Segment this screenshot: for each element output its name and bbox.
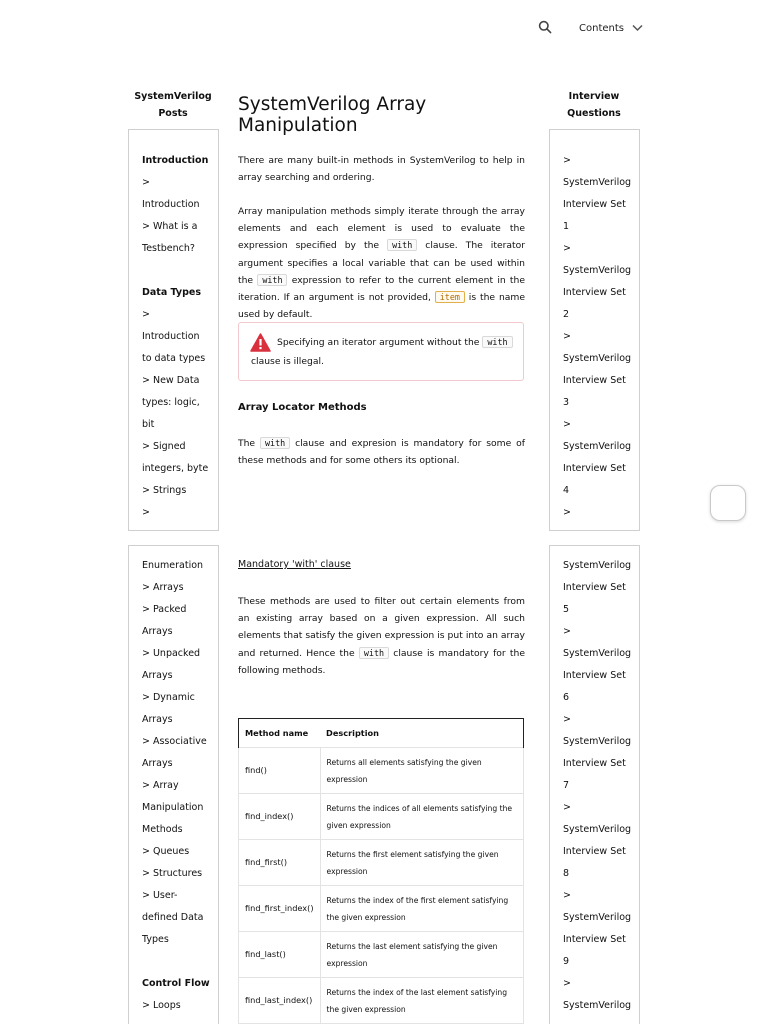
sidebar-item[interactable]: defined Data: [142, 912, 204, 923]
sidebar-item[interactable]: SystemVerilog: [563, 1000, 632, 1011]
method-table: [238, 718, 524, 1024]
sidebar-item[interactable]: integers, byte: [142, 463, 209, 474]
sidebar-item[interactable]: SystemVerilog: [563, 824, 632, 835]
method-description-cell: Returns the indices of all elements satisfying the given expression: [320, 794, 523, 840]
table-row: [239, 978, 524, 1024]
warning-text: [251, 333, 513, 371]
sidebar-item[interactable]: SystemVerilog: [563, 265, 632, 276]
search-icon: [538, 20, 552, 34]
warning-callout: [238, 322, 524, 381]
sidebar-item[interactable]: >: [142, 507, 150, 518]
warning-text-b: clause is illegal.: [251, 356, 324, 367]
section-heading-locator-methods: Array Locator Methods: [238, 402, 367, 413]
with-keyword-code: with: [260, 437, 290, 449]
warning-text-a: Specifying an iterator argument without the: [277, 337, 480, 348]
sidebar-item[interactable]: 7: [563, 780, 570, 791]
method-name-cell: find_last(): [239, 932, 321, 978]
with-keyword-code: with: [257, 274, 287, 286]
sidebar-item[interactable]: to data types: [142, 353, 206, 364]
sidebar-item[interactable]: >: [563, 331, 571, 342]
sidebar-item[interactable]: 5: [563, 604, 570, 615]
sidebar-item[interactable]: Enumeration: [142, 560, 204, 571]
table-row: [239, 886, 524, 932]
sidebar-item[interactable]: > Unpacked: [142, 648, 201, 659]
sidebar-item[interactable]: >: [563, 243, 571, 254]
right-sidebar-list-2: [563, 555, 631, 1017]
method-name-cell: find(): [239, 748, 321, 794]
mandatory-with-clause-link[interactable]: Mandatory 'with' clause: [238, 559, 351, 570]
header-method-name: Method name: [239, 719, 321, 748]
sidebar-item[interactable]: > Arrays: [142, 582, 184, 593]
sidebar-item[interactable]: Testbench?: [142, 243, 195, 254]
sidebar-item[interactable]: > New Data: [142, 375, 200, 386]
with-keyword-code: with: [387, 239, 417, 251]
intro-paragraph: There are many built-in methods in SystemVerilog to help in array searching and ordering.: [238, 155, 525, 184]
para4-text-a: These methods are used to filter out certain elements from an existing array based on a given expression. All such elements that satisfy the given expression is put into an array and returned. Hence the: [238, 596, 525, 659]
method-description-cell: Returns the index of the first element satisfying the given expression: [320, 886, 523, 932]
sidebar-item[interactable]: Interview Set: [563, 670, 626, 681]
sidebar-item[interactable]: [142, 260, 208, 282]
sidebar-item[interactable]: Arrays: [142, 626, 173, 637]
sidebar-item[interactable]: > Packed: [142, 604, 187, 615]
sidebar-item[interactable]: >: [563, 802, 571, 813]
sidebar-item[interactable]: bit: [142, 419, 155, 430]
sidebar-item[interactable]: Introduction: [142, 155, 209, 166]
para2-text-a: Array manipulation methods simply iterate through the array elements and each element is used to evaluate the expression specified by the: [238, 206, 525, 252]
sidebar-item[interactable]: > Structures: [142, 868, 203, 879]
method-name-cell: find_index(): [239, 794, 321, 840]
sidebar-item[interactable]: 9: [563, 956, 570, 967]
sidebar-item[interactable]: > User-: [142, 890, 178, 901]
left-heading-line2: Posts: [158, 108, 188, 119]
sidebar-item[interactable]: SystemVerilog: [563, 560, 632, 571]
sidebar-item[interactable]: Data Types: [142, 287, 201, 298]
sidebar-item[interactable]: >: [563, 419, 571, 430]
sidebar-item[interactable]: Introduction: [142, 199, 200, 210]
sidebar-item[interactable]: 2: [563, 309, 570, 320]
left-sidebar-list-1: [142, 150, 208, 524]
sidebar-item[interactable]: > Signed: [142, 441, 186, 452]
sidebar-item[interactable]: >: [142, 309, 150, 320]
sidebar-item[interactable]: 8: [563, 868, 570, 879]
sidebar-item[interactable]: >: [563, 714, 571, 725]
sidebar-item[interactable]: SystemVerilog: [563, 177, 632, 188]
right-sidebar-heading: [549, 88, 639, 122]
iterator-paragraph: [238, 203, 525, 323]
sidebar-item[interactable]: Interview Set: [563, 463, 626, 474]
contents-label: Contents: [579, 22, 624, 34]
sidebar-item[interactable]: Types: [142, 934, 169, 945]
para3-text-a: The: [238, 438, 256, 449]
sidebar-item[interactable]: Arrays: [142, 670, 173, 681]
sidebar-item[interactable]: Arrays: [142, 714, 173, 725]
sidebar-item[interactable]: SystemVerilog: [563, 441, 632, 452]
sidebar-item[interactable]: SystemVerilog: [563, 353, 632, 364]
header-description: Description: [320, 719, 523, 748]
item-keyword-code: item: [435, 291, 465, 303]
sidebar-item[interactable]: Manipulation: [142, 802, 204, 813]
right-heading-line1: Interview: [568, 91, 620, 102]
mandatory-paragraph: [238, 593, 525, 679]
left-heading-line1: SystemVerilog: [134, 91, 212, 102]
search-button[interactable]: [538, 19, 556, 37]
sidebar-item[interactable]: Arrays: [142, 758, 173, 769]
sidebar-item[interactable]: >: [563, 890, 571, 901]
sidebar-item[interactable]: Interview Set: [563, 199, 626, 210]
sidebar-item[interactable]: >: [563, 978, 571, 989]
sidebar-item[interactable]: > Dynamic: [142, 692, 195, 703]
sidebar-item[interactable]: >: [142, 177, 150, 188]
sidebar-item[interactable]: types: logic,: [142, 397, 200, 408]
sidebar-item[interactable]: 6: [563, 692, 570, 703]
para4-text-b: clause is mandatory for the following methods.: [238, 647, 526, 676]
sidebar-item[interactable]: > Array: [142, 780, 179, 791]
method-description-cell: Returns the index of the last element satisfying the given expression: [320, 978, 523, 1024]
table-header-row: [239, 719, 524, 748]
sidebar-item[interactable]: [142, 951, 210, 973]
para2-text-d: is the name used by default.: [238, 292, 525, 321]
sidebar-item[interactable]: Introduction: [142, 331, 200, 342]
right-heading-line2: Questions: [567, 108, 621, 119]
locator-paragraph: [238, 435, 525, 469]
with-keyword-code: with: [482, 336, 512, 348]
sidebar-item[interactable]: SystemVerilog: [563, 912, 632, 923]
method-name-cell: find_last_index(): [239, 978, 321, 1024]
sidebar-item[interactable]: > Associative: [142, 736, 207, 747]
method-description-cell: Returns all elements satisfying the given expression: [320, 748, 523, 794]
sidebar-item[interactable]: Interview Set: [563, 846, 626, 857]
method-description-cell: Returns the last element satisfying the given expression: [320, 932, 523, 978]
top-bar: [0, 0, 768, 56]
table-row: [239, 840, 524, 886]
left-sidebar-list-2: [142, 555, 210, 1017]
para2-text-b: clause. The iterator argument specifies a local variable that can be used within the: [238, 240, 526, 286]
page-title: SystemVerilog Array Manipulation: [238, 94, 427, 136]
sidebar-item[interactable]: 4: [563, 485, 570, 496]
sidebar-item[interactable]: SystemVerilog: [563, 736, 632, 747]
left-sidebar-heading: [128, 88, 218, 122]
para2-text-c: expression to refer to the current element in the iteration. If an argument is not provided,: [238, 274, 525, 304]
sidebar-item[interactable]: SystemVerilog: [563, 648, 632, 659]
chevron-down-icon: [632, 24, 643, 32]
sidebar-item[interactable]: Interview Set: [563, 934, 626, 945]
sidebar-item[interactable]: > What is a: [142, 221, 198, 232]
sidebar-item[interactable]: 3: [563, 397, 570, 408]
table-row: [239, 932, 524, 978]
floating-action-button[interactable]: [710, 485, 746, 521]
para3-text-b: clause and expresion is mandatory for some of these methods and for some others its optional.: [238, 438, 526, 467]
method-description-cell: Returns the first element satisfying the given expression: [320, 840, 523, 886]
sidebar-item[interactable]: > Strings: [142, 485, 187, 496]
with-keyword-code: with: [359, 647, 389, 659]
table-row: [239, 794, 524, 840]
sidebar-item[interactable]: Interview Set: [563, 582, 626, 593]
sidebar-item[interactable]: >: [563, 155, 571, 166]
sidebar-item[interactable]: > Loops: [142, 1000, 181, 1011]
contents-dropdown[interactable]: [579, 19, 643, 37]
sidebar-item[interactable]: > Queues: [142, 846, 190, 857]
sidebar-item[interactable]: Control Flow: [142, 978, 210, 989]
sidebar-item[interactable]: >: [563, 507, 571, 518]
left-panel-1-top-border: [128, 129, 219, 130]
sidebar-item[interactable]: Interview Set: [563, 287, 626, 298]
sidebar-item[interactable]: Interview Set: [563, 758, 626, 769]
sidebar-item[interactable]: Interview Set: [563, 375, 626, 386]
sidebar-item[interactable]: >: [563, 626, 571, 637]
method-name-cell: find_first_index(): [239, 886, 321, 932]
table-row: [239, 748, 524, 794]
method-name-cell: find_first(): [239, 840, 321, 886]
right-sidebar-list-1: [563, 150, 631, 524]
sidebar-item[interactable]: Methods: [142, 824, 183, 835]
sidebar-item[interactable]: 1: [563, 221, 570, 232]
